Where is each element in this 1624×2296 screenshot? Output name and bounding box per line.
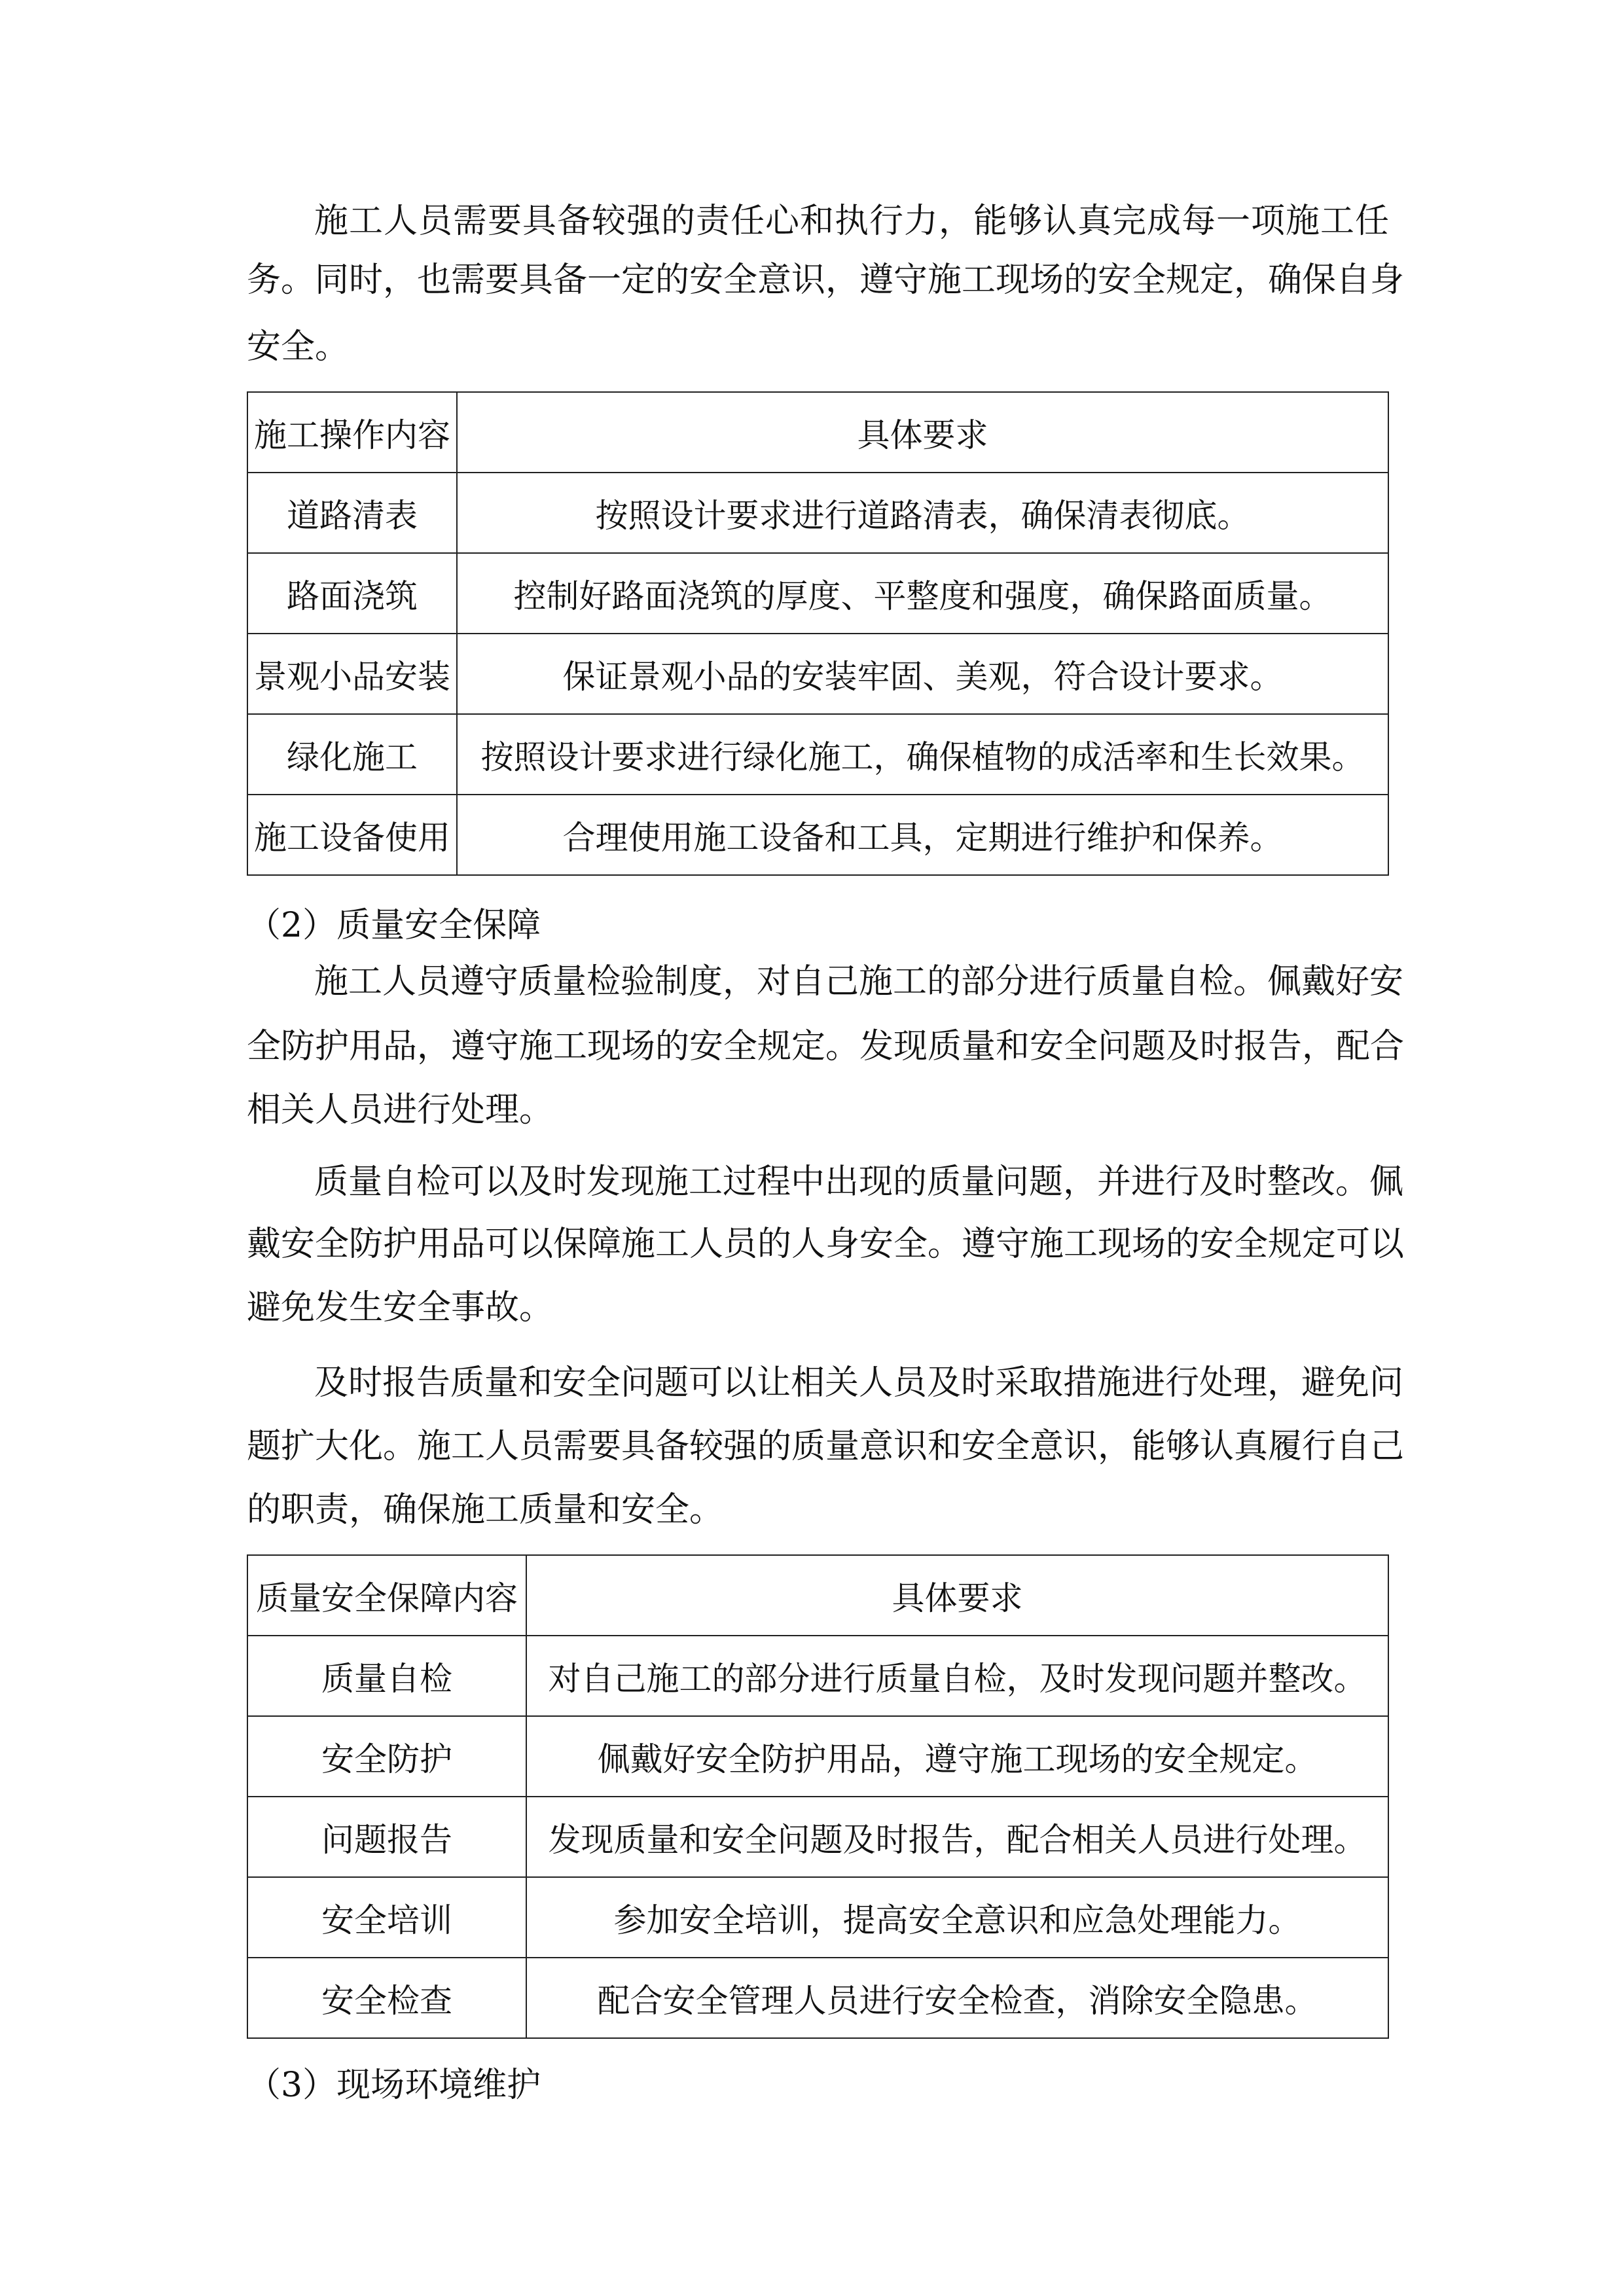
table-row: [247, 1877, 1388, 1958]
text-line: 相关人员进行处理。: [247, 1090, 554, 1130]
cell: 参加安全培训，提高安全意识和应急处理能力。: [526, 1877, 1388, 1958]
cell: 景观小品安装: [247, 634, 457, 714]
table-row: [247, 1636, 1388, 1716]
cell: 配合安全管理人员进行安全检查，消除安全隐患。: [526, 1958, 1388, 2038]
cell: 安全检查: [247, 1958, 526, 2038]
text-line: 质量自检可以及时发现施工过程中出现的质量问题，并进行及时整改。佩: [314, 1162, 1404, 1202]
table-header-row: [247, 1555, 1388, 1636]
cell: 施工设备使用: [247, 795, 457, 875]
text-line: 戴安全防护用品可以保障施工人员的人身安全。遵守施工现场的安全规定可以: [247, 1225, 1405, 1264]
cell: 安全培训: [247, 1877, 526, 1958]
header-cell: 施工操作内容: [247, 392, 457, 473]
text-line: 务。同时，也需要具备一定的安全意识，遵守施工现场的安全规定，确保自身: [247, 260, 1405, 300]
cell: 按照设计要求进行道路清表，确保清表彻底。: [457, 473, 1388, 553]
cell: 佩戴好安全防护用品，遵守施工现场的安全规定。: [526, 1716, 1388, 1797]
cell: 保证景观小品的安装牢固、美观，符合设计要求。: [457, 634, 1388, 714]
table-header-row: [247, 392, 1388, 473]
cell: 控制好路面浇筑的厚度、平整度和强度，确保路面质量。: [457, 553, 1388, 634]
table-row: [247, 714, 1388, 795]
text-line: 避免发生安全事故。: [247, 1288, 554, 1327]
cell: 问题报告: [247, 1797, 526, 1877]
cell: 绿化施工: [247, 714, 457, 795]
table-row: [247, 1958, 1388, 2038]
cell: 道路清表: [247, 473, 457, 553]
construction-operation-table: [247, 391, 1389, 876]
text-line: 施工人员需要具备较强的责任心和执行力，能够认真完成每一项施工任: [314, 202, 1389, 241]
text-line: 全防护用品，遵守施工现场的安全规定。发现质量和安全问题及时报告，配合: [247, 1027, 1405, 1066]
quality-safety-table: [247, 1554, 1389, 2039]
text-line: 施工人员遵守质量检验制度，对自己施工的部分进行质量自检。佩戴好安: [314, 962, 1404, 1001]
cell: 发现质量和安全问题及时报告，配合相关人员进行处理。: [526, 1797, 1388, 1877]
header-cell: 质量安全保障内容: [247, 1555, 526, 1636]
table-row: [247, 634, 1388, 714]
text-line: 安全。: [247, 327, 350, 367]
text-line: 及时报告质量和安全问题可以让相关人员及时采取措施进行处理，避免问: [314, 1363, 1404, 1403]
table-row: [247, 1797, 1388, 1877]
section-heading: （2）质量安全保障: [247, 906, 541, 945]
cell: 对自己施工的部分进行质量自检，及时发现问题并整改。: [526, 1636, 1388, 1716]
section-heading: （3）现场环境维护: [247, 2066, 541, 2105]
header-cell: 具体要求: [526, 1555, 1388, 1636]
cell: 按照设计要求进行绿化施工，确保植物的成活率和生长效果。: [457, 714, 1388, 795]
table-row: [247, 553, 1388, 634]
cell: 质量自检: [247, 1636, 526, 1716]
text-line: 的职责，确保施工质量和安全。: [247, 1490, 724, 1530]
text-line: 题扩大化。施工人员需要具备较强的质量意识和安全意识，能够认真履行自己: [247, 1427, 1405, 1466]
table-row: [247, 1716, 1388, 1797]
cell: 安全防护: [247, 1716, 526, 1797]
table-row: [247, 473, 1388, 553]
header-cell: 具体要求: [457, 392, 1388, 473]
table-row: [247, 795, 1388, 875]
cell: 合理使用施工设备和工具，定期进行维护和保养。: [457, 795, 1388, 875]
cell: 路面浇筑: [247, 553, 457, 634]
